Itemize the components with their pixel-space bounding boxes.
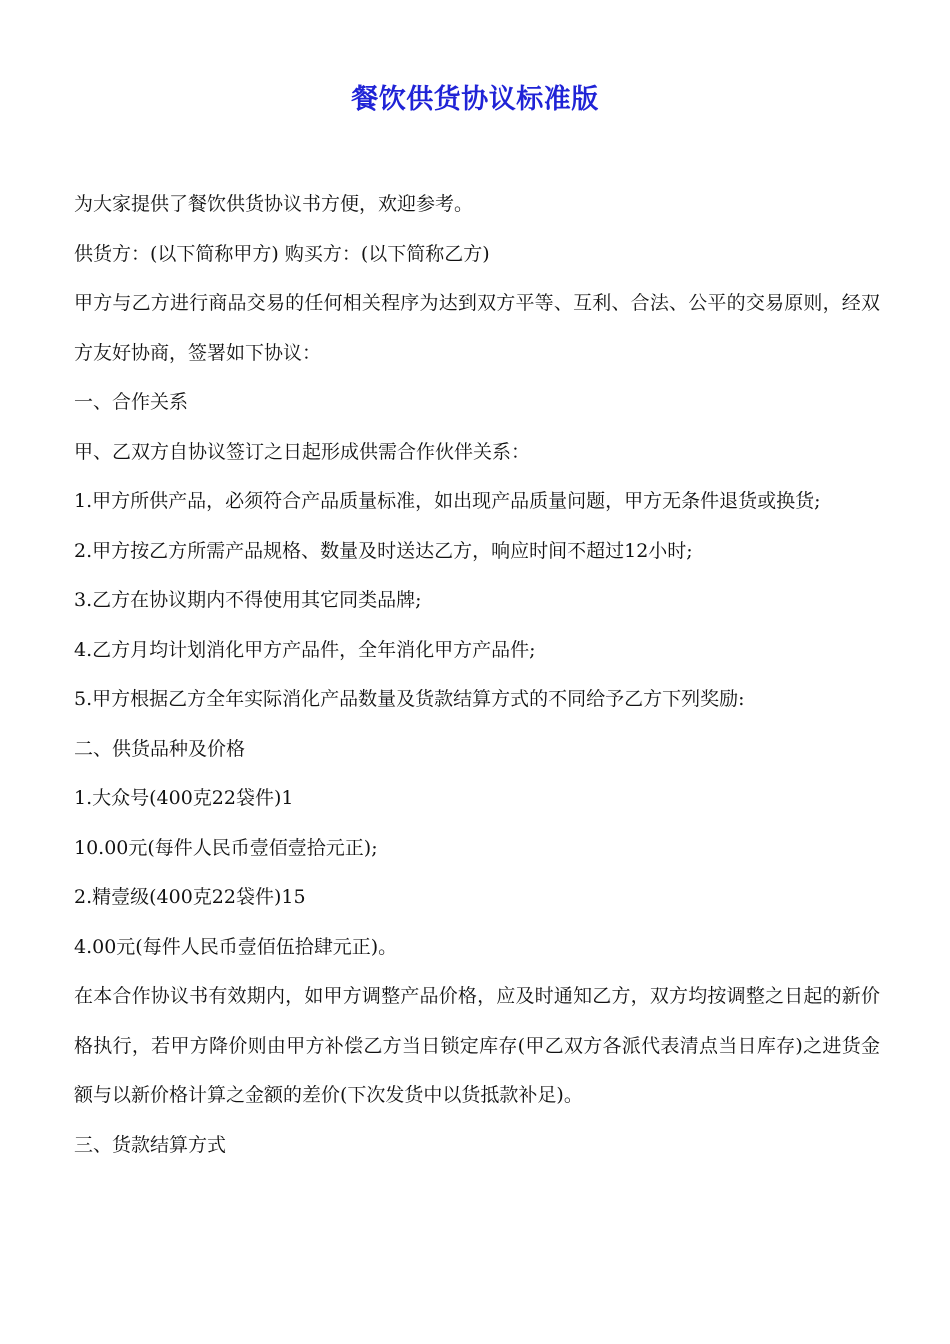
parties-paragraph: 供货方：(以下简称甲方) 购买方：(以下简称乙方) bbox=[74, 242, 490, 265]
document-body bbox=[74, 180, 880, 1170]
product-1-line-1: 1.大众号(400克22袋件)1 bbox=[74, 787, 294, 809]
section-heading-cooperation: 一、合作关系 bbox=[74, 391, 189, 413]
intro-paragraph: 为大家提供了餐饮供货协议书方便，欢迎参考。 bbox=[74, 193, 474, 215]
clause-4: 4.乙方月均计划消化甲方产品件，全年消化甲方产品件; bbox=[74, 638, 536, 661]
preamble-paragraph: 甲方与乙方进行商品交易的任何相关程序为达到双方平等、互利、合法、公平的交易原则，经双方友好协商，签署如下协议： bbox=[74, 292, 880, 364]
cooperation-paragraph: 甲、乙双方自协议签订之日起形成供需合作伙伴关系： bbox=[74, 440, 531, 463]
section-heading-payment: 三、货款结算方式 bbox=[74, 1133, 227, 1156]
document-title: 餐饮供货协议标准版 bbox=[351, 84, 599, 115]
clause-2: 2.甲方按乙方所需产品规格、数量及时送达乙方，响应时间不超过12小时; bbox=[74, 539, 693, 562]
price-adjustment-paragraph: 在本合作协议书有效期内，如甲方调整产品价格，应及时通知乙方，双方均按调整之日起的新价格执行，若甲方降价则由甲方补偿乙方当日锁定库存(甲乙双方各派代表清点当日库存)之进货金额与以新价格计算之金额的差价(下次发货中以货抵款补足)。 bbox=[74, 985, 880, 1106]
clause-3: 3.乙方在协议期内不得使用其它同类品牌; bbox=[74, 589, 422, 611]
product-2-line-1: 2.精壹级(400克22袋件)15 bbox=[74, 886, 306, 908]
clause-1: 1.甲方所供产品，必须符合产品质量标准，如出现产品质量问题，甲方无条件退货或换货; bbox=[74, 490, 821, 512]
section-heading-products: 二、供货品种及价格 bbox=[74, 737, 246, 760]
clause-5: 5.甲方根据乙方全年实际消化产品数量及货款结算方式的不同给予乙方下列奖励: bbox=[74, 688, 745, 710]
product-1-line-2: 10.00元(每件人民币壹佰壹拾元正); bbox=[74, 836, 378, 859]
product-2-line-2: 4.00元(每件人民币壹佰伍拾肆元正)。 bbox=[74, 935, 398, 958]
